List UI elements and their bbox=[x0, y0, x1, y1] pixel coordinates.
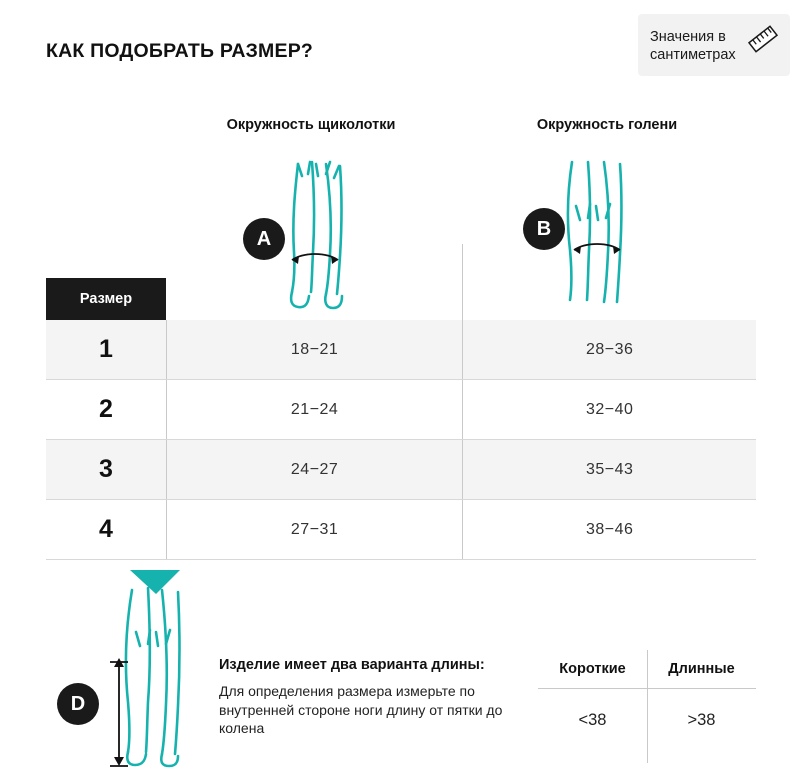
cell-calf: 35−43 bbox=[462, 440, 756, 499]
length-explanation-body: Для определения размера измерьте по внутренней стороне ноги длину от пятки до колена bbox=[219, 683, 503, 736]
cell-size: 2 bbox=[98, 395, 113, 423]
length-value-long: >38 bbox=[687, 710, 716, 729]
cell-size: 1 bbox=[98, 335, 113, 363]
length-value-short: <38 bbox=[578, 710, 607, 729]
units-note: Значения в сантиметрах bbox=[650, 29, 736, 63]
measure-arrow-d-icon bbox=[108, 656, 130, 768]
page-title: КАК ПОДОБРАТЬ РАЗМЕР? bbox=[46, 40, 314, 62]
measure-arrow-b-icon bbox=[566, 240, 628, 260]
marker-b: B bbox=[523, 208, 565, 250]
length-explanation bbox=[219, 657, 514, 738]
cell-size: 4 bbox=[98, 515, 113, 543]
cell-ankle: 24−27 bbox=[166, 440, 463, 499]
table-row bbox=[46, 440, 756, 499]
size-column-label: Размер bbox=[46, 278, 166, 320]
table-row bbox=[46, 500, 756, 559]
units-badge bbox=[638, 14, 790, 76]
cell-calf: 32−40 bbox=[462, 380, 756, 439]
length-header-long: Длинные bbox=[668, 661, 735, 677]
column-header-calf: Окружность голени bbox=[536, 117, 678, 133]
row-divider bbox=[46, 559, 756, 560]
length-header-short: Короткие bbox=[559, 661, 626, 677]
cell-size: 3 bbox=[98, 455, 113, 483]
column-header-ankle: Окружность щиколотки bbox=[226, 117, 396, 133]
size-table bbox=[46, 320, 756, 560]
table-row bbox=[46, 320, 756, 379]
cell-ankle: 21−24 bbox=[166, 380, 463, 439]
ruler-icon bbox=[744, 20, 782, 58]
marker-a: A bbox=[243, 218, 285, 260]
cell-calf: 38−46 bbox=[462, 500, 756, 559]
length-table-vertical-divider bbox=[647, 650, 648, 763]
table-row bbox=[46, 380, 756, 439]
length-explanation-title: Изделие имеет два варианта длины: bbox=[219, 657, 485, 673]
measure-arrow-a-icon bbox=[284, 250, 346, 270]
cell-ankle: 27−31 bbox=[166, 500, 463, 559]
cell-ankle: 18−21 bbox=[166, 320, 463, 379]
marker-d: D bbox=[57, 683, 99, 725]
cell-calf: 28−36 bbox=[462, 320, 756, 379]
